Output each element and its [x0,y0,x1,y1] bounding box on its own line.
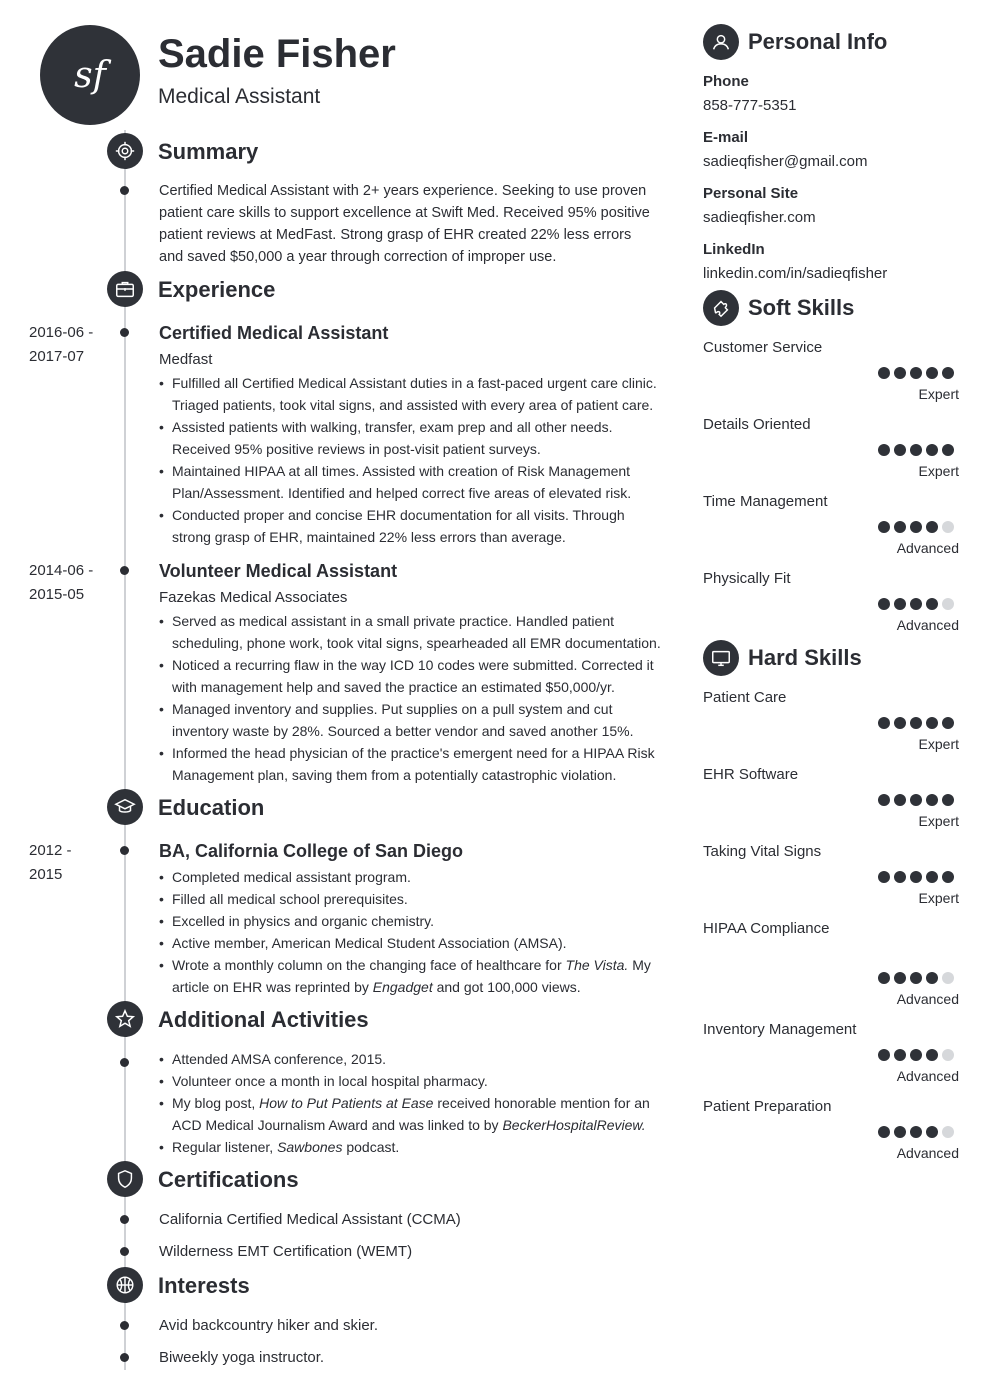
education-date-end: 2015 [29,866,63,883]
skill-level: Expert [918,736,959,752]
text-run: received honorable mention for an ACD Medical Journalism Award and was linked to by [172,1095,650,1133]
rating-dot-filled [878,1049,890,1061]
linkedin-value: linkedin.com/in/sadieqfisher [703,265,888,282]
rating-dot-filled [910,794,922,806]
rating-dot-filled [926,717,938,729]
rating-dot-filled [926,794,938,806]
phone-value: 858-777-5351 [703,97,797,114]
education-date-start: 2012 - [29,842,72,859]
job-1-date-end: 2017-07 [29,348,85,365]
italic-run: The Vista. [565,957,629,973]
list-item: • Attended AMSA conference, 2015. [159,1048,664,1070]
list-item [159,1092,664,1136]
skill-name: Time Management [703,493,828,510]
skill-level: Expert [918,813,959,829]
user-icon [703,24,739,60]
list-item: • Fulfilled all Certified Medical Assistant duties in a fast-paced urgent care clinic. Triaged patients, took vital signs, and assisted with every area of patient care. [159,372,664,416]
timeline-dot [120,846,129,855]
skill-name: Patient Preparation [703,1098,832,1115]
list-item: • Completed medical assistant program. [159,866,664,888]
monogram-text: sf [74,54,106,96]
rating-dot-filled [894,972,906,984]
skill-level: Advanced [896,1068,959,1084]
rating-dot-filled [878,521,890,533]
rating-dot-filled [894,598,906,610]
skill-rating [878,521,954,533]
rating-dot-filled [926,444,938,456]
rating-dot-filled [926,871,938,883]
rating-dot-filled [894,717,906,729]
timeline-dot [120,1247,129,1256]
list-item: • Volunteer once a month in local hospital pharmacy. [159,1070,664,1092]
job-1-org: Medfast [159,351,213,368]
list-item: • Noticed a recurring flaw in the way ICD 10 codes were submitted. Corrected it with management help and saved the practice an estimated $50,000/yr. [159,654,664,698]
rating-dot-filled [910,367,922,379]
rating-dot-filled [894,871,906,883]
list-item: • Filled all medical school prerequisites. [159,888,664,910]
list-item: • Maintained HIPAA at all times. Assisted with creation of Risk Management Plan/Assessment. Identified and helped correct five areas of elevated risk. [159,460,664,504]
italic-run: Engadget [372,979,433,995]
rating-dot-empty [942,1049,954,1061]
timeline-dot [120,186,129,195]
rating-dot-filled [878,871,890,883]
list-item: • Managed inventory and supplies. Put supplies on a pull system and cut inventory waste by 28%. Sourced a better vendor and saved another 15%. [159,698,664,742]
rating-dot-filled [926,972,938,984]
skill-level: Expert [918,463,959,479]
activities-bullets [159,1048,664,1158]
job-2-role: Volunteer Medical Assistant [159,561,398,581]
rating-dot-empty [942,598,954,610]
certifications-heading: Certifications [158,1167,299,1192]
basketball-icon [107,1267,143,1303]
rating-dot-filled [942,794,954,806]
timeline-dot [120,328,129,337]
job-2-bullets [159,610,664,786]
rating-dot-filled [926,367,938,379]
list-item: • Excelled in physics and organic chemistry. [159,910,664,932]
puzzle-icon [703,290,739,326]
education-heading: Education [158,795,265,820]
rating-dot-filled [878,598,890,610]
job-1-date-start: 2016-06 - [29,324,94,341]
text-run: Wrote a monthly column on the changing face of healthcare for [172,957,566,973]
summary-heading: Summary [158,139,259,164]
list-item [159,954,664,998]
candidate-name: Sadie Fisher [158,32,396,76]
job-2-date [29,559,109,607]
rating-dot-filled [942,444,954,456]
rating-dot-empty [942,1126,954,1138]
summary-icon [107,133,143,169]
skill-rating [878,1049,954,1061]
skill-name: Details Oriented [703,416,811,433]
list-item [159,1136,664,1158]
skill-level: Expert [918,386,959,402]
star-icon [107,1001,143,1037]
list-item: • Assisted patients with walking, transfer, exam prep and all other needs. Received 95% positive reviews in post-visit patient surveys. [159,416,664,460]
rating-dot-empty [942,521,954,533]
rating-dot-filled [894,1126,906,1138]
rating-dot-filled [926,598,938,610]
list-item: • Served as medical assistant in a small private practice. Handled patient scheduling, phone work, took vital signs, spearheaded all EMR documentation. [159,610,664,654]
job-2-org: Fazekas Medical Associates [159,589,348,606]
timeline-dot [120,566,129,575]
italic-run: Sawbones [277,1139,343,1155]
list-item: • Active member, American Medical Student Association (AMSA). [159,932,664,954]
graduation-cap-icon [107,789,143,825]
rating-dot-filled [878,972,890,984]
education-date [29,839,109,887]
skill-rating [878,717,954,729]
timeline-dot [120,1058,129,1067]
rating-dot-filled [942,871,954,883]
skill-level: Advanced [896,991,959,1007]
italic-run: BeckerHospitalReview. [502,1117,646,1133]
skill-rating [878,367,954,379]
certification-item: Wilderness EMT Certification (WEMT) [159,1243,413,1260]
rating-dot-filled [942,367,954,379]
text-run: My article on EHR was reprinted by [172,957,651,995]
rating-dot-filled [894,794,906,806]
job-2-date-start: 2014-06 - [29,562,94,579]
rating-dot-filled [878,444,890,456]
rating-dot-filled [926,521,938,533]
interest-item: Biweekly yoga instructor. [159,1349,325,1366]
timeline-dot [120,1353,129,1362]
list-item: • Informed the head physician of the practice's emergent need for a HIPAA Risk Management plan, saving them from a potentially catastrophic violation. [159,742,664,786]
site-label: Personal Site [703,185,799,202]
rating-dot-filled [878,794,890,806]
text-run: My blog post, [172,1095,260,1111]
skill-name: Inventory Management [703,1021,857,1038]
skill-rating [878,871,954,883]
skill-name: Physically Fit [703,570,791,587]
candidate-title: Medical Assistant [158,85,321,108]
personal-info-heading: Personal Info [748,29,888,54]
text-run: and got 100,000 views. [432,979,581,995]
skill-name: EHR Software [703,766,799,783]
italic-run: How to Put Patients at Ease [259,1095,434,1111]
timeline-dot [120,1215,129,1224]
rating-dot-filled [942,717,954,729]
job-1-role: Certified Medical Assistant [159,323,389,343]
skill-rating [878,972,954,984]
skill-rating [878,598,954,610]
linkedin-label: LinkedIn [703,241,765,258]
rating-dot-filled [910,444,922,456]
skill-name: Taking Vital Signs [703,843,822,860]
summary-text: Certified Medical Assistant with 2+ years experience. Seeking to use proven patient care skills to support excellence at Swift Med. Received 95% positive patient reviews at MedFast. Strong grasp of EHR created 22% less errors and saved $50,000 a year through correction of improper use. [159,183,650,265]
skill-rating [878,794,954,806]
rating-dot-filled [910,717,922,729]
rating-dot-filled [910,871,922,883]
monitor-icon [703,640,739,676]
text-run: Regular listener, [172,1139,278,1155]
skill-name: Customer Service [703,339,823,356]
rating-dot-filled [894,521,906,533]
phone-label: Phone [703,73,749,90]
skill-level: Advanced [896,617,959,633]
rating-dot-filled [926,1126,938,1138]
skill-name: Patient Care [703,689,787,706]
education-degree: BA, California College of San Diego [159,841,464,861]
text-run: podcast. [342,1139,400,1155]
job-1-bullets [159,372,664,548]
job-2-date-end: 2015-05 [29,586,85,603]
rating-dot-filled [910,521,922,533]
skill-rating [878,444,954,456]
experience-heading: Experience [158,277,276,302]
rating-dot-filled [926,1049,938,1061]
rating-dot-filled [878,717,890,729]
shield-icon [107,1161,143,1197]
rating-dot-filled [894,367,906,379]
rating-dot-filled [910,598,922,610]
rating-dot-filled [878,1126,890,1138]
rating-dot-filled [910,1126,922,1138]
rating-dot-filled [878,367,890,379]
skill-name: HIPAA Compliance [703,920,830,937]
hard-skills-heading: Hard Skills [748,645,862,670]
skill-level: Advanced [896,1145,959,1161]
timeline-dot [120,1321,129,1330]
activities-heading: Additional Activities [158,1007,369,1032]
rating-dot-filled [910,972,922,984]
rating-dot-filled [894,444,906,456]
interests-heading: Interests [158,1273,250,1298]
soft-skills-heading: Soft Skills [748,295,855,320]
skill-rating [878,1126,954,1138]
interest-item: Avid backcountry hiker and skier. [159,1317,379,1334]
monogram-avatar [40,25,140,125]
rating-dot-filled [894,1049,906,1061]
job-1-date [29,321,109,369]
education-bullets [159,866,664,998]
site-value: sadieqfisher.com [703,209,816,226]
rating-dot-filled [910,1049,922,1061]
email-value: sadieqfisher@gmail.com [703,153,868,170]
briefcase-icon [107,271,143,307]
skill-level: Advanced [896,540,959,556]
email-label: E-mail [703,129,749,146]
skill-level: Expert [918,890,959,906]
certification-item: California Certified Medical Assistant (CCMA) [159,1211,461,1228]
list-item: • Conducted proper and concise EHR documentation for all visits. Through strong grasp of EHR, maintained 22% less errors than average. [159,504,664,548]
rating-dot-empty [942,972,954,984]
